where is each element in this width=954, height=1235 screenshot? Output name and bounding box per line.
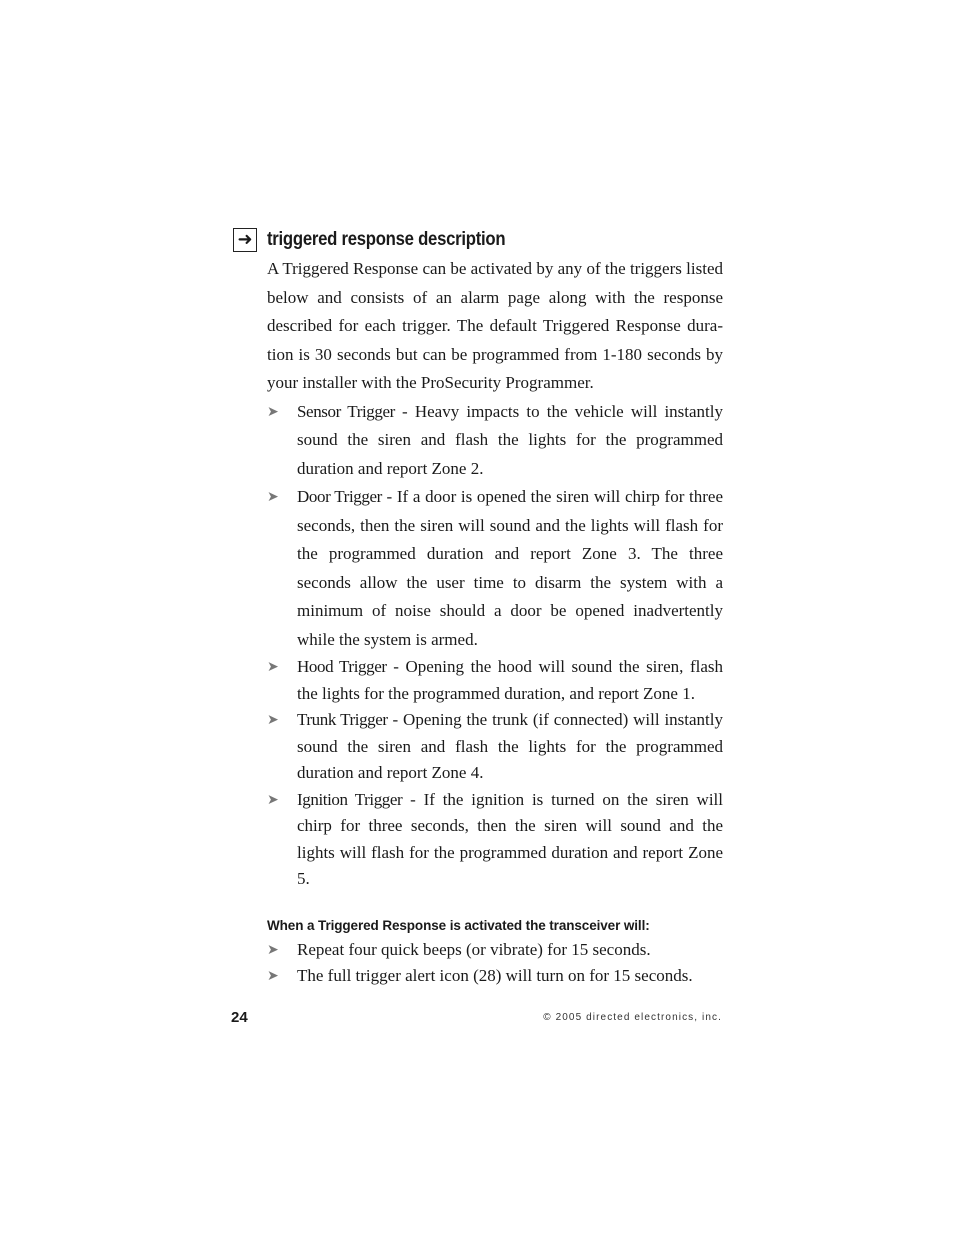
bullet-arrow-icon: ➤ — [267, 489, 279, 505]
bullet-arrow-icon: ➤ — [267, 791, 279, 808]
bullet-arrow-icon: ➤ — [267, 941, 279, 958]
list-item — [267, 963, 723, 989]
page-number: 24 — [231, 1009, 248, 1026]
transceiver-item: Repeat four quick beeps (or vibrate) for 15 seconds. — [297, 939, 651, 959]
trigger-term: Hood Trigger — [297, 657, 387, 676]
trigger-term: Sensor Trigger — [297, 401, 395, 421]
trigger-description: - If a door is opened the siren will chirp for three seconds, then the siren will sound and the lights will flash for the programmed duration and report Zone 3. The three seconds allow the user time to disarm the system with a minimum of noise should a door be opened inadvertently while the system is armed. — [297, 487, 724, 649]
right-arrow-icon: ➜ — [233, 228, 257, 252]
bullet-arrow-icon: ➤ — [267, 659, 279, 675]
list-item — [267, 654, 723, 707]
trigger-description: - Opening the trunk (if connected) will instantly sound the siren and flash the lights for the programmed duration and report Zone 4. — [297, 710, 723, 782]
transceiver-heading: When a Triggered Response is activated the transceiver will: — [267, 917, 650, 933]
section-heading — [233, 227, 506, 253]
section-body — [267, 255, 723, 989]
bullet-arrow-icon: ➤ — [267, 403, 279, 420]
trigger-term: Door Trigger — [297, 487, 382, 506]
trigger-description: - If the ignition is turned on the siren will chirp for three seconds, then the siren will sound and the lights will flash for the programmed duration and report Zone 5. — [297, 789, 723, 888]
list-item — [267, 707, 723, 787]
transceiver-list — [267, 937, 723, 989]
copyright-notice: © 2005 directed electronics, inc. — [543, 1012, 722, 1023]
list-item — [267, 937, 723, 963]
section-title: triggered response description — [267, 229, 506, 250]
trigger-description: - Heavy impacts to the vehicle will instantly sound the siren and flash the lights for the programmed duration and report Zone 2. — [297, 401, 723, 478]
list-item — [267, 483, 723, 654]
trigger-term: Trunk Trigger — [297, 710, 388, 729]
bullet-arrow-icon: ➤ — [267, 967, 279, 984]
intro-paragraph: A Triggered Response can be activated by any of the triggers listed below and consists of an alarm page along with the response described for each trigger. The default Triggered Response duration is 30 seconds but can be programmed from 1-180 seconds by your installer with the ProSecurity Programmer. — [267, 259, 723, 392]
list-item — [267, 398, 723, 484]
trigger-term: Ignition Trigger — [297, 789, 403, 809]
bullet-arrow-icon: ➤ — [267, 712, 279, 728]
list-item — [267, 787, 723, 893]
transceiver-item: The full trigger alert icon (28) will turn on for 15 seconds. — [297, 965, 693, 985]
trigger-description: - Opening the hood will sound the siren, flash the lights for the programmed duration, and report Zone 1. — [297, 657, 723, 703]
trigger-list — [267, 398, 723, 893]
